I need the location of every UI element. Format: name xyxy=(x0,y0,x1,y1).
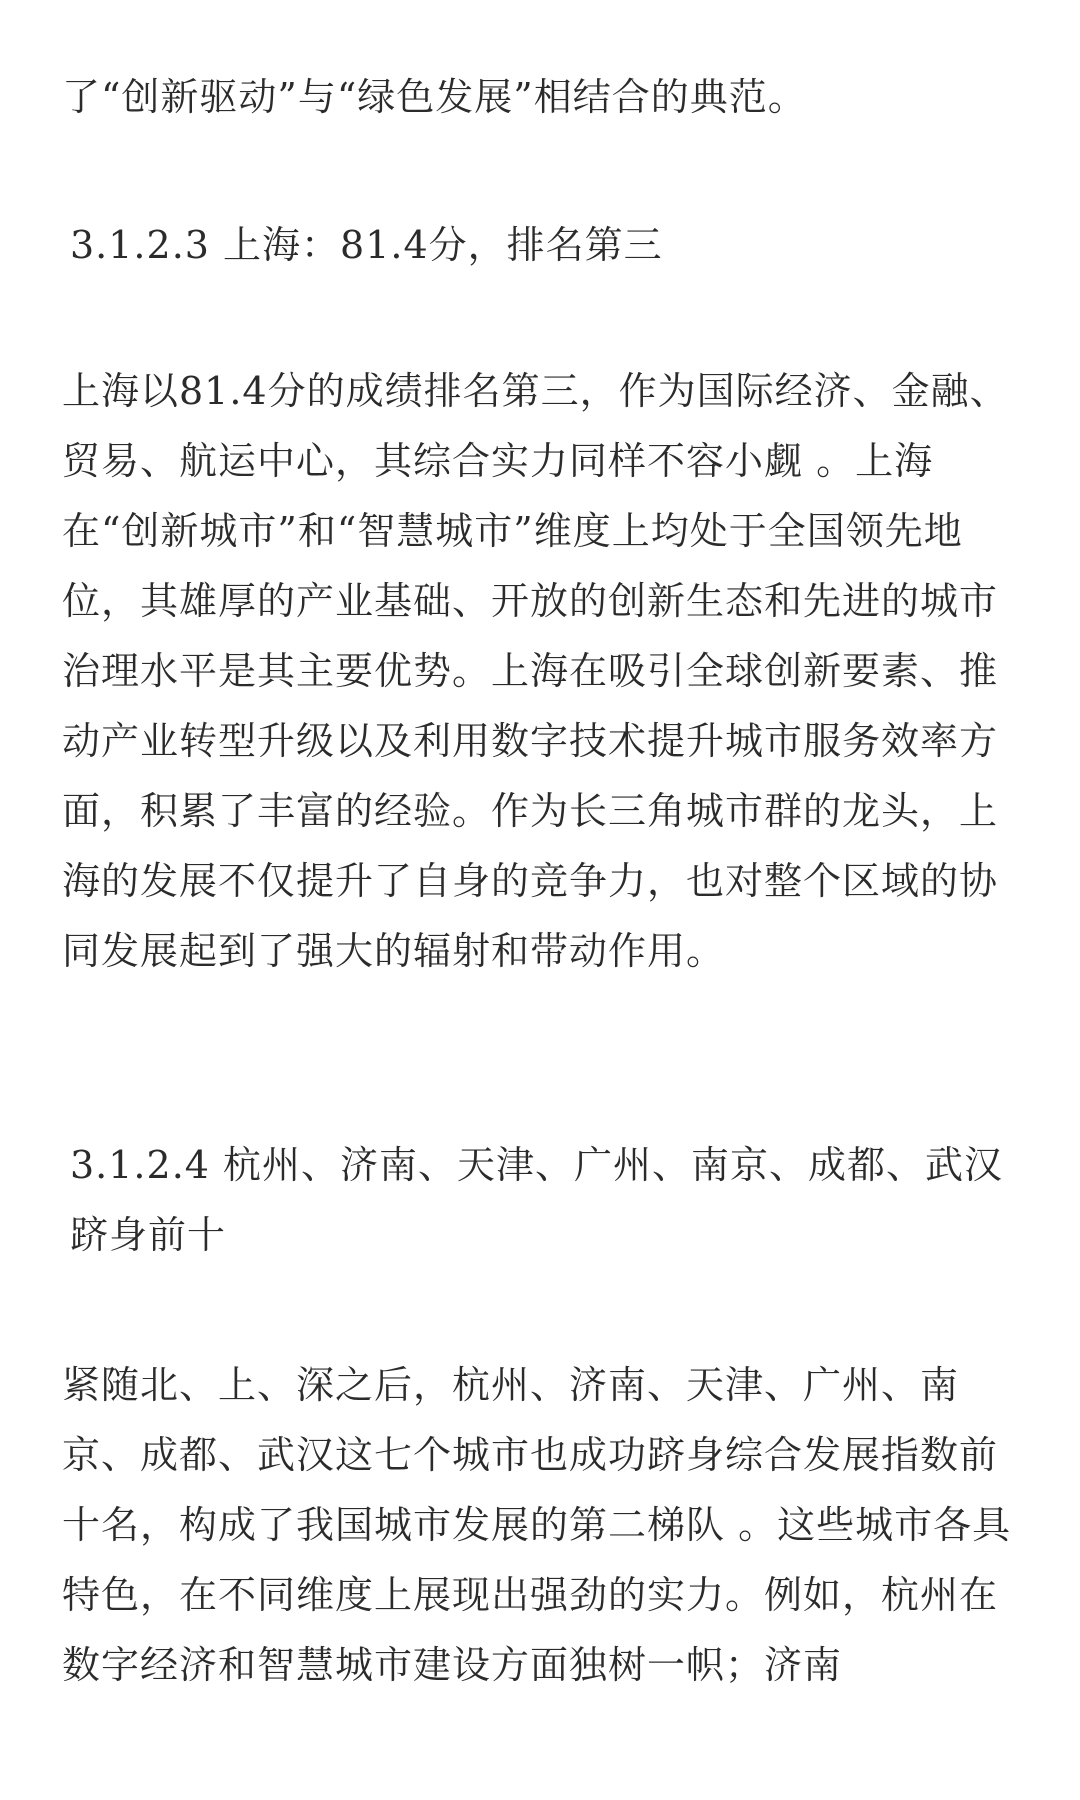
section-heading-shanghai: 3.1.2.3 上海：81.4分，排名第三 xyxy=(70,223,663,267)
intro-tail-paragraph: 了“创新驱动”与“绿色发展”相结合的典范。 xyxy=(62,75,807,119)
section-body-top-ten: 紧随北、上、深之后，杭州、济南、天津、广州、南京、成都、武汉这七个城市也成功跻身综合发展指数前十名，构成了我国城市发展的第二梯队 。这些城市各具特色，在不同维度上展现出强劲的实力。例如，杭州在数字经济和智慧城市建设方面独树一帜；济南 xyxy=(62,1363,1012,1687)
section-body-shanghai: 上海以81.4分的成绩排名第三，作为国际经济、金融、贸易、航运中心，其综合实力同样不容小觑 。上海在“创新城市”和“智慧城市”维度上均处于全国领先地位，其雄厚的产业基础、开放的创新生态和先进的城市治理水平是其主要优势。上海在吸引全球创新要素、推动产业转型升级以及利用数字技术提升城市服务效率方面，积累了丰富的经验。作为长三角城市群的龙头，上海的发展不仅提升了自身的竞争力，也对整个区域的协同发展起到了强大的辐射和带动作用。 xyxy=(62,369,1009,973)
section-heading-top-ten: 3.1.2.4 杭州、济南、天津、广州、南京、成都、武汉跻身前十 xyxy=(70,1143,1004,1257)
